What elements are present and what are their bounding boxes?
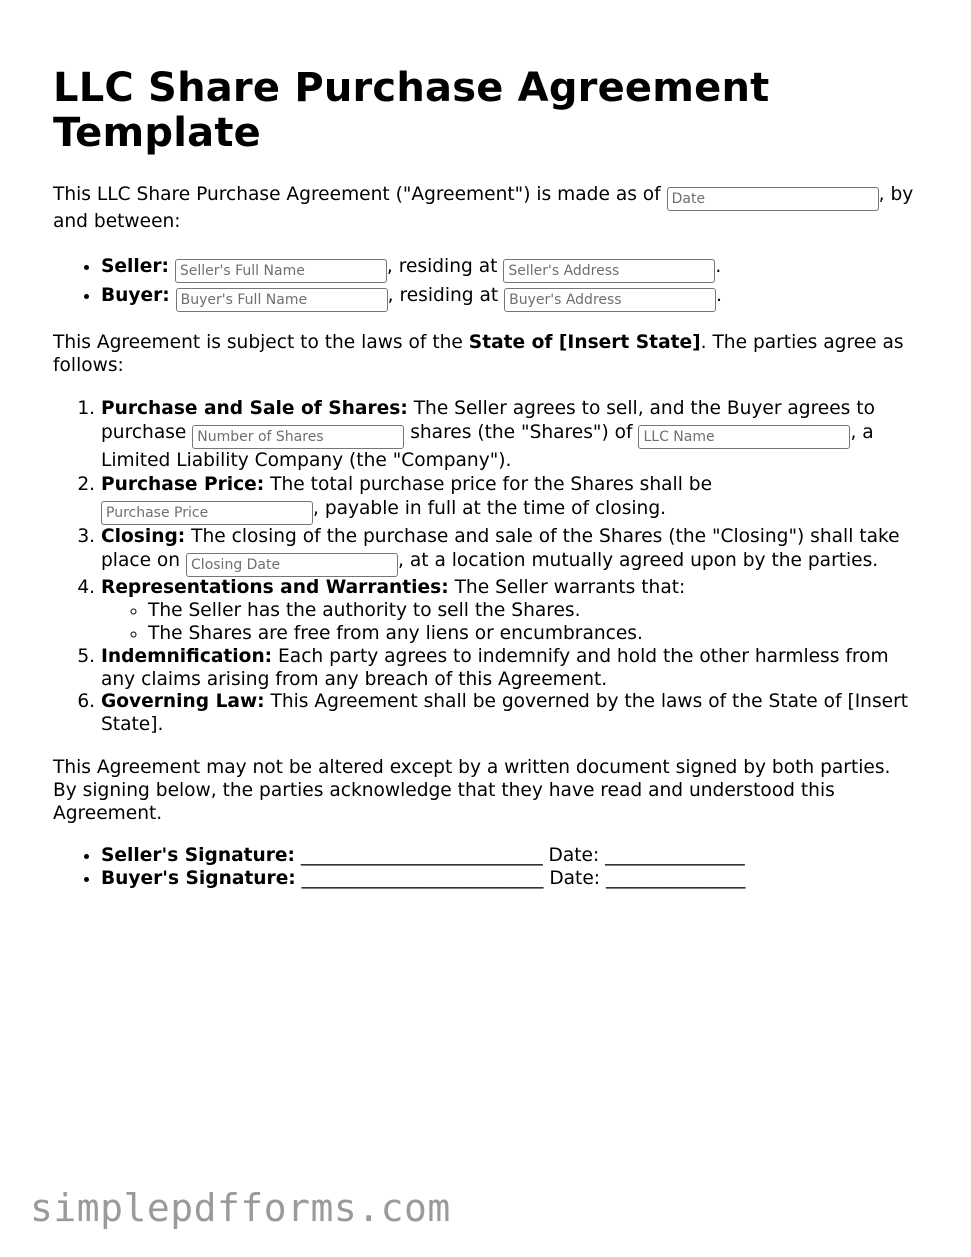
intro-paragraph (53, 184, 915, 234)
seller-signature-blank: __________________________ (300, 845, 543, 867)
term-governing-heading: Governing Law: (101, 691, 265, 713)
term-closing (101, 525, 915, 577)
closing-paragraph: This Agreement may not be altered except by a written document signed by both parties. By signing below, the parties acknowledge that they have read and understood this Agreement. (53, 756, 891, 824)
term-governing-law (101, 691, 915, 737)
buyer-label: Buyer: (101, 284, 170, 306)
term-closing-heading: Closing: (101, 526, 186, 548)
seller-signature-line (101, 845, 915, 868)
buyer-residing-text: , residing at (387, 284, 499, 306)
term-closing-text-2: , at a location mutually agreed upon by the parties. (398, 550, 879, 572)
buyer-signature-line (101, 868, 915, 891)
law-line-text: This Agreement is subject to the laws of the (53, 331, 463, 353)
page-title: LLC Share Purchase Agreement Template (53, 65, 770, 156)
term-purchase-text-3: , a Limited Liability Company (the "Company"). (101, 422, 874, 472)
signature-list (53, 845, 915, 891)
parties-list (53, 254, 915, 312)
terms-list (53, 397, 915, 737)
term-price-text-2: , payable in full at the time of closing. (313, 498, 667, 520)
term-governing-text: This Agreement shall be governed by the laws of the State of [Insert State]. (101, 691, 909, 736)
warranty-item: ◦ The Seller has the authority to sell the Shares. (148, 600, 915, 623)
warranty-item: ◦ The Shares are free from any liens or encumbrances. (148, 623, 915, 646)
buyer-date-blank: _______________ (605, 868, 746, 890)
term-reps-text: The Seller warrants that: (454, 577, 686, 599)
number-of-shares-input[interactable] (192, 425, 404, 449)
seller-label: Seller: (101, 255, 169, 277)
intro-comma: , (878, 184, 885, 205)
seller-date-blank: _______________ (605, 845, 745, 867)
term-purchase-and-sale (101, 397, 915, 473)
buyer-address-input[interactable] (504, 288, 716, 312)
intro-text-end: by and between: (53, 184, 914, 232)
law-line-end: . The parties agree as follows: (53, 331, 904, 376)
term-indemnification-heading: Indemnification: (101, 645, 273, 667)
buyer-signature-label: Buyer's Signature: (101, 868, 296, 890)
state-placeholder-text: State of [Insert State] (468, 331, 701, 353)
term-purchase-text-2: shares (the "Shares") of (410, 422, 633, 444)
seller-address-input[interactable] (503, 259, 715, 283)
term-indemnification (101, 646, 915, 692)
party-seller (101, 254, 915, 283)
seller-residing-text: , residing at (386, 255, 498, 277)
closing-date-input[interactable] (186, 553, 398, 577)
buyer-signature-blank: __________________________ (301, 868, 544, 890)
buyer-name-input[interactable] (176, 288, 388, 312)
agreement-date-input[interactable] (667, 187, 879, 211)
seller-signature-label: Seller's Signature: (101, 845, 295, 867)
term-purchase-price (101, 473, 915, 525)
party-buyer (101, 283, 915, 312)
buyer-end: . (716, 284, 723, 306)
warranties-list (101, 600, 915, 646)
seller-end: . (715, 255, 722, 277)
intro-text: This LLC Share Purchase Agreement ("Agreement") is made as of (53, 184, 661, 205)
term-representations (101, 577, 915, 645)
document-page (53, 66, 915, 891)
seller-date-label: Date: (548, 845, 600, 867)
watermark: simplepdfforms.com (30, 1186, 451, 1230)
term-price-heading: Purchase Price: (101, 474, 265, 496)
term-indemnification-text: Each party agrees to indemnify and hold the other harmless from any claims arising from any breach of this Agreement. (101, 645, 889, 690)
seller-name-input[interactable] (175, 259, 387, 283)
llc-name-input[interactable] (638, 425, 850, 449)
governing-law-intro (53, 332, 915, 378)
term-purchase-heading: Purchase and Sale of Shares: (101, 398, 408, 420)
term-reps-heading: Representations and Warranties: (101, 577, 449, 599)
term-price-text: The total purchase price for the Shares shall be (270, 474, 713, 496)
buyer-date-label: Date: (549, 868, 601, 890)
term-purchase-text: The Seller agrees to sell, and the Buyer agrees to purchase (101, 398, 875, 444)
purchase-price-input[interactable] (101, 501, 313, 525)
term-closing-text: The closing of the purchase and sale of the Shares (the "Closing") shall take place on (101, 526, 900, 572)
